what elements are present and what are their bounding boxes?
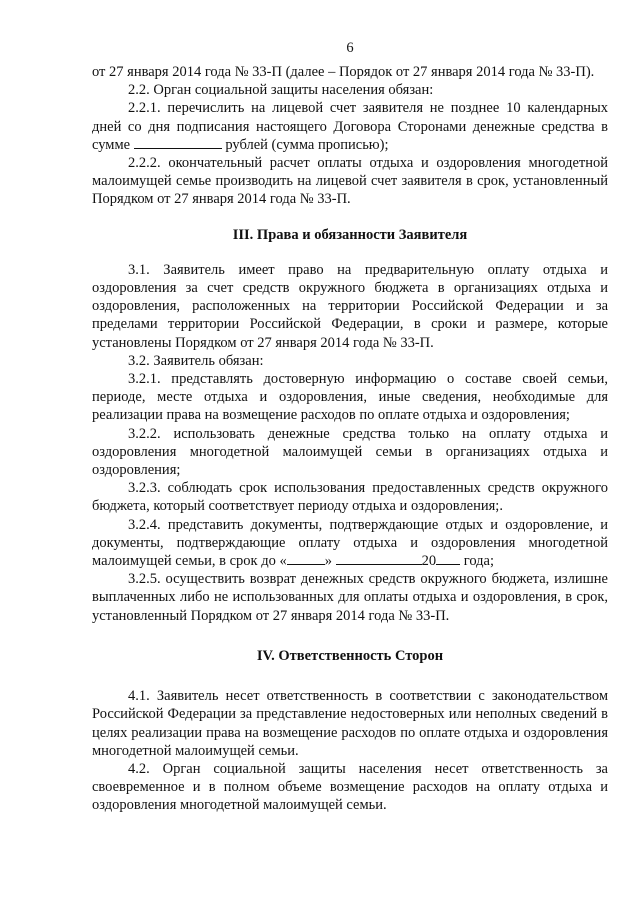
day-blank-line [287,552,325,565]
paragraph-4-1: 4.1. Заявитель несет ответственность в соответствии с законодательством Российской Федерации за представление недостоверных или неполных сведений в целях реализации права на возмещение расходов по оплате отдыха и оздоровления многодетной малоимущей семьи. [92,688,608,759]
paragraph-4-2: 4.2. Орган социальной защиты населения несет ответственность за своевременное и в полном объеме возмещение расходов на оплату отдыха и оздоровления многодетной малоимущей семьи. [92,760,608,814]
amount-blank-line [134,136,222,149]
paragraph-2-2-1 [92,99,608,154]
paragraph-3-2-4-text: 3.2.4. представить документы, подтверждающие отдых и оздоровление, и документы, подтверждающие оплату отдыха и оздоровления многодетной малоимущей семьи, в срок до « [92,516,608,570]
paragraph-3-2-1: 3.2.1. представлять достоверную информацию о составе своей семьи, периоде, месте отдыха и оздоровления, иные сведения, необходимые для реализации права на возмещение расходов по оплате отдыха и оздоровления; [92,371,608,424]
paragraph-3-2-4-suffix: года; [463,553,494,570]
paragraph-3-2-4 [92,516,608,571]
paragraph-3-2-2: 3.2.2. использовать денежные средства только на оплату отдыха и оздоровления многодетной малоимущей семьи в организациях отдыха и оздоровления; [92,425,608,479]
paragraph-2-2-1-suffix: рублей (сумма прописью); [225,136,389,153]
document-body [92,63,608,815]
year-prefix: 20 [421,553,437,570]
paragraph-3-1: 3.1. Заявитель имеет право на предварительную оплату отдыха и оздоровления за счет средств окружного бюджета в организациях отдыха и оздоровления, расположенных на территории Российской Федерации и за пределами территории Российской Федерации, в сроки и размере, которые установлены Порядком от 27 января 2014 года № 33-П. [92,261,608,351]
month-blank-line [336,552,422,565]
page-number: 6 [346,40,354,56]
year-blank-line [436,552,460,565]
paragraph-2-2-1-text: 2.2.1. перечислить на лицевой счет заявителя не позднее 10 календарных дней со дня подписания настоящего Договора Сторонами денежные средства в сумме [92,100,608,153]
paragraph-2-2: 2.2. Орган социальной защиты населения обязан: [128,82,434,99]
section-heading-4: IV. Ответственность Сторон [256,647,444,664]
section-heading-3: III. Права и обязанности Заявителя [232,226,468,243]
quote-close: » [324,553,332,570]
paragraph-2-2-2: 2.2.2. окончательный расчет оплаты отдыха и оздоровления многодетной малоимущей семье производить на лицевой счет заявителя в срок, установленный Порядком от 27 января 2014 года № 33-П. [92,155,608,208]
paragraph-3-2-3: 3.2.3. соблюдать срок использования предоставленных средств окружного бюджета, который соответствует периоду отдыха и оздоровления;. [92,480,608,515]
paragraph-3-2-5: 3.2.5. осуществить возврат денежных средств окружного бюджета, излишне выплаченных либо не использованных для оплаты отдыха и оздоровления, в срок, установленный Порядком от 27 января 2014 года № 33-П. [92,571,608,624]
paragraph-order-reference: от 27 января 2014 года № 33-П (далее – Порядок от 27 января 2014 года № 33-П). [92,64,595,80]
paragraph-3-2: 3.2. Заявитель обязан: [128,352,264,369]
